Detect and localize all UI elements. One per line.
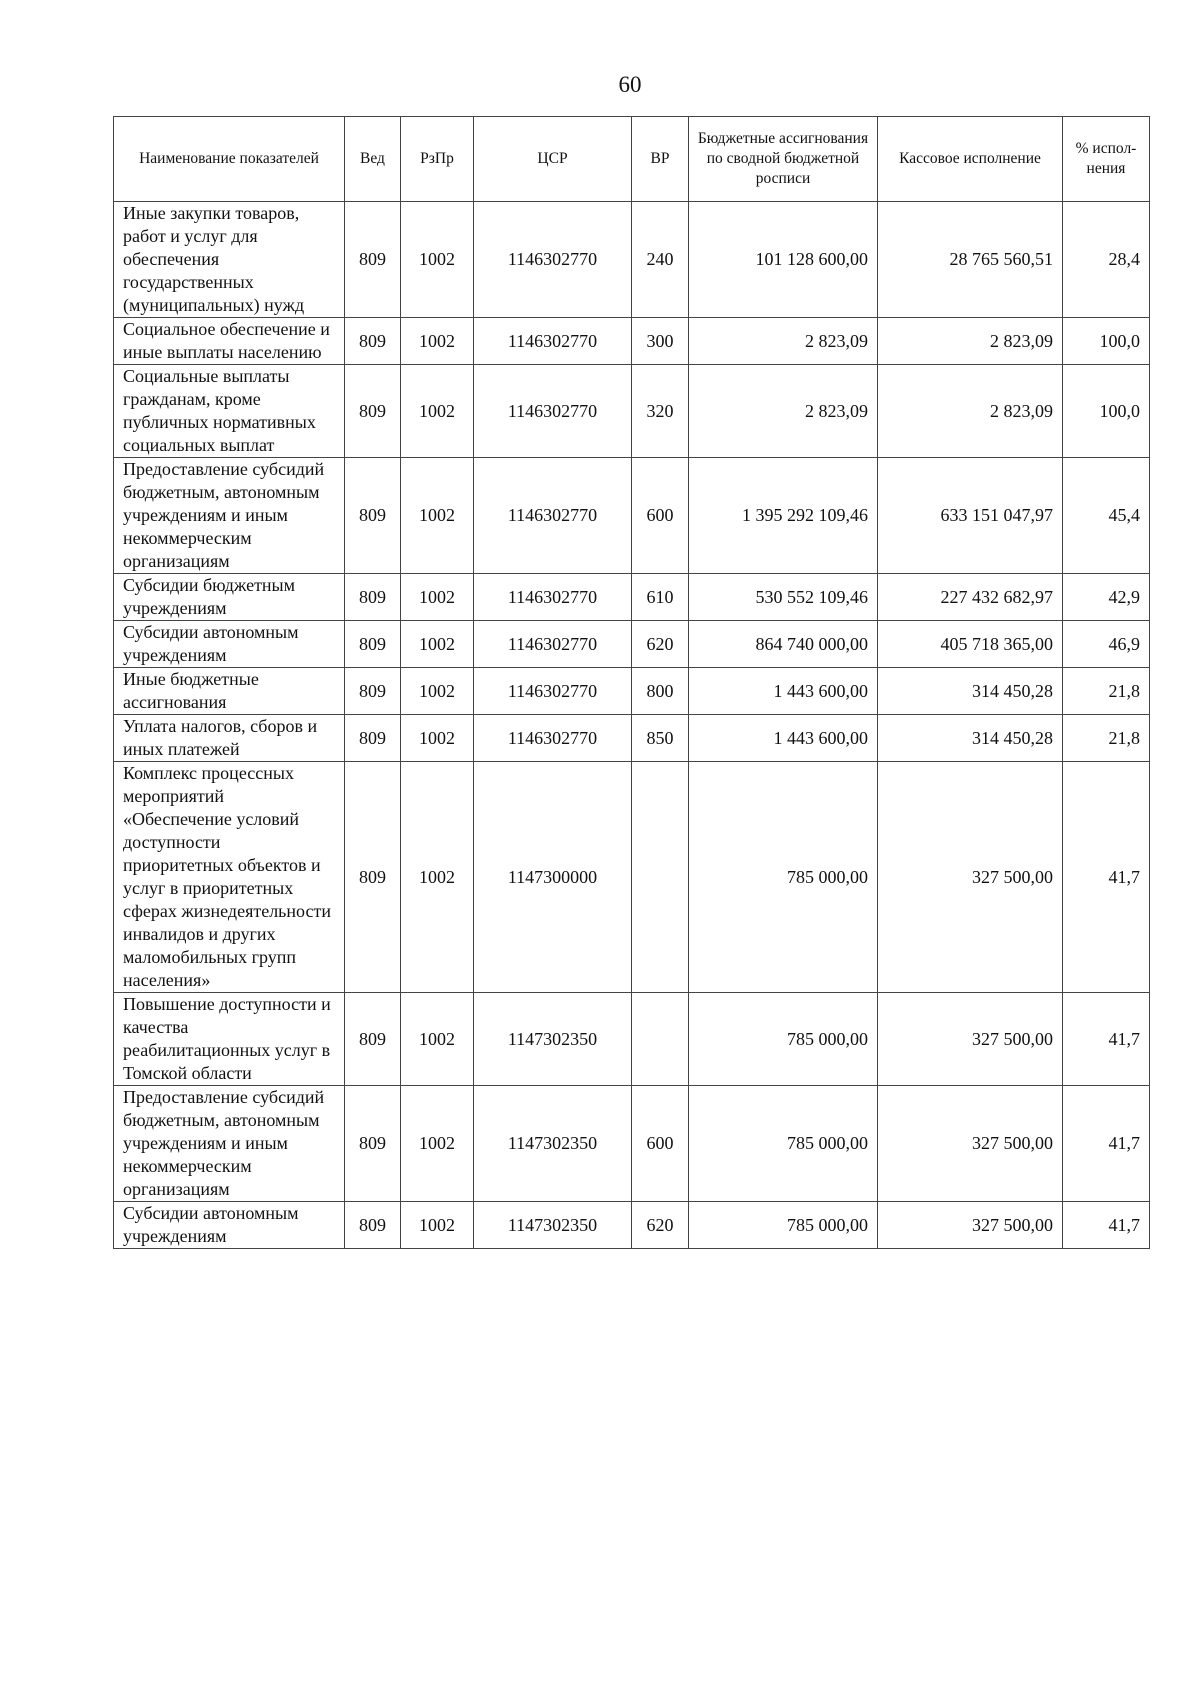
cell-ved: 809 (345, 318, 401, 365)
cell-budget: 1 443 600,00 (689, 715, 878, 762)
header-name: Наименование показателей (114, 117, 345, 202)
cell-cash: 2 823,09 (878, 365, 1063, 458)
cell-ved: 809 (345, 668, 401, 715)
cell-csr: 1147302350 (474, 1202, 632, 1249)
cell-percent: 41,7 (1063, 1202, 1150, 1249)
cell-name: Комплекс процессных мероприятий «Обеспечение условий доступности приоритетных объектов и услуг в приоритетных сферах жизнедеятельности инвалидов и других маломобильных групп населения» (114, 762, 345, 993)
cell-name: Предоставление субсидий бюджетным, автономным учреждениям и иным некоммерческим организациям (114, 1086, 345, 1202)
cell-rzpr: 1002 (401, 202, 474, 318)
cell-percent: 41,7 (1063, 762, 1150, 993)
cell-ved: 809 (345, 993, 401, 1086)
cell-percent: 28,4 (1063, 202, 1150, 318)
cell-percent: 100,0 (1063, 365, 1150, 458)
cell-csr: 1147300000 (474, 762, 632, 993)
header-csr: ЦСР (474, 117, 632, 202)
cell-budget: 530 552 109,46 (689, 574, 878, 621)
cell-rzpr: 1002 (401, 1202, 474, 1249)
cell-cash: 227 432 682,97 (878, 574, 1063, 621)
cell-budget: 101 128 600,00 (689, 202, 878, 318)
cell-percent: 46,9 (1063, 621, 1150, 668)
cell-csr: 1146302770 (474, 365, 632, 458)
table-row (114, 621, 1150, 668)
cell-ved: 809 (345, 458, 401, 574)
cell-name: Субсидии автономным учреждениям (114, 1202, 345, 1249)
cell-name: Уплата налогов, сборов и иных платежей (114, 715, 345, 762)
cell-rzpr: 1002 (401, 621, 474, 668)
cell-name: Субсидии автономным учреждениям (114, 621, 345, 668)
table-body (114, 202, 1150, 1249)
cell-vr: 620 (632, 1202, 689, 1249)
cell-budget: 2 823,09 (689, 365, 878, 458)
cell-cash: 405 718 365,00 (878, 621, 1063, 668)
cell-ved: 809 (345, 715, 401, 762)
cell-ved: 809 (345, 762, 401, 993)
table-row (114, 1202, 1150, 1249)
table-row (114, 1086, 1150, 1202)
cell-name: Предоставление субсидий бюджетным, автономным учреждениям и иным некоммерческим организациям (114, 458, 345, 574)
cell-vr: 850 (632, 715, 689, 762)
cell-budget: 1 395 292 109,46 (689, 458, 878, 574)
cell-vr: 610 (632, 574, 689, 621)
cell-rzpr: 1002 (401, 715, 474, 762)
cell-csr: 1146302770 (474, 202, 632, 318)
cell-ved: 809 (345, 365, 401, 458)
cell-vr: 600 (632, 458, 689, 574)
cell-rzpr: 1002 (401, 993, 474, 1086)
cell-budget: 785 000,00 (689, 1086, 878, 1202)
table-row (114, 202, 1150, 318)
cell-cash: 633 151 047,97 (878, 458, 1063, 574)
cell-percent: 100,0 (1063, 318, 1150, 365)
table-row (114, 715, 1150, 762)
cell-vr (632, 993, 689, 1086)
cell-cash: 327 500,00 (878, 1086, 1063, 1202)
cell-vr: 240 (632, 202, 689, 318)
cell-rzpr: 1002 (401, 574, 474, 621)
cell-rzpr: 1002 (401, 318, 474, 365)
cell-cash: 327 500,00 (878, 1202, 1063, 1249)
cell-vr: 800 (632, 668, 689, 715)
cell-rzpr: 1002 (401, 458, 474, 574)
table-row (114, 458, 1150, 574)
cell-vr: 320 (632, 365, 689, 458)
header-cash: Кассовое исполнение (878, 117, 1063, 202)
cell-budget: 2 823,09 (689, 318, 878, 365)
cell-name: Социальные выплаты гражданам, кроме публичных нормативных социальных выплат (114, 365, 345, 458)
cell-percent: 41,7 (1063, 993, 1150, 1086)
cell-name: Субсидии бюджетным учреждениям (114, 574, 345, 621)
cell-rzpr: 1002 (401, 1086, 474, 1202)
cell-budget: 1 443 600,00 (689, 668, 878, 715)
cell-budget: 785 000,00 (689, 1202, 878, 1249)
table-row (114, 365, 1150, 458)
table-row (114, 993, 1150, 1086)
cell-ved: 809 (345, 1086, 401, 1202)
cell-vr: 300 (632, 318, 689, 365)
cell-ved: 809 (345, 202, 401, 318)
cell-ved: 809 (345, 574, 401, 621)
header-rzpr: РзПр (401, 117, 474, 202)
table-row (114, 318, 1150, 365)
page-number: 60 (618, 72, 642, 97)
cell-percent: 41,7 (1063, 1086, 1150, 1202)
cell-ved: 809 (345, 621, 401, 668)
cell-cash: 327 500,00 (878, 993, 1063, 1086)
cell-cash: 314 450,28 (878, 668, 1063, 715)
cell-vr: 620 (632, 621, 689, 668)
header-ved: Вед (345, 117, 401, 202)
cell-vr (632, 762, 689, 993)
cell-rzpr: 1002 (401, 365, 474, 458)
cell-csr: 1147302350 (474, 993, 632, 1086)
cell-csr: 1146302770 (474, 621, 632, 668)
cell-cash: 327 500,00 (878, 762, 1063, 993)
cell-name: Иные бюджетные ассигнования (114, 668, 345, 715)
cell-ved: 809 (345, 1202, 401, 1249)
cell-csr: 1146302770 (474, 715, 632, 762)
cell-csr: 1146302770 (474, 668, 632, 715)
cell-rzpr: 1002 (401, 668, 474, 715)
cell-vr: 600 (632, 1086, 689, 1202)
table-row (114, 668, 1150, 715)
header-budget: Бюджетные ассигнования по сводной бюджетной росписи (689, 117, 878, 202)
cell-csr: 1147302350 (474, 1086, 632, 1202)
cell-budget: 864 740 000,00 (689, 621, 878, 668)
cell-csr: 1146302770 (474, 574, 632, 621)
cell-csr: 1146302770 (474, 318, 632, 365)
cell-budget: 785 000,00 (689, 762, 878, 993)
cell-budget: 785 000,00 (689, 993, 878, 1086)
cell-percent: 21,8 (1063, 715, 1150, 762)
cell-cash: 314 450,28 (878, 715, 1063, 762)
header-percent: % испол-нения (1063, 117, 1150, 202)
cell-name: Иные закупки товаров, работ и услуг для обеспечения государственных (муниципальных) нужд (114, 202, 345, 318)
budget-execution-table (113, 116, 1150, 1249)
header-vr: ВР (632, 117, 689, 202)
cell-cash: 28 765 560,51 (878, 202, 1063, 318)
cell-percent: 45,4 (1063, 458, 1150, 574)
cell-percent: 21,8 (1063, 668, 1150, 715)
cell-name: Повышение доступности и качества реабилитационных услуг в Томской области (114, 993, 345, 1086)
table-row (114, 762, 1150, 993)
table-header-row (114, 117, 1150, 202)
cell-name: Социальное обеспечение и иные выплаты населению (114, 318, 345, 365)
cell-cash: 2 823,09 (878, 318, 1063, 365)
cell-csr: 1146302770 (474, 458, 632, 574)
table-row (114, 574, 1150, 621)
cell-percent: 42,9 (1063, 574, 1150, 621)
cell-rzpr: 1002 (401, 762, 474, 993)
